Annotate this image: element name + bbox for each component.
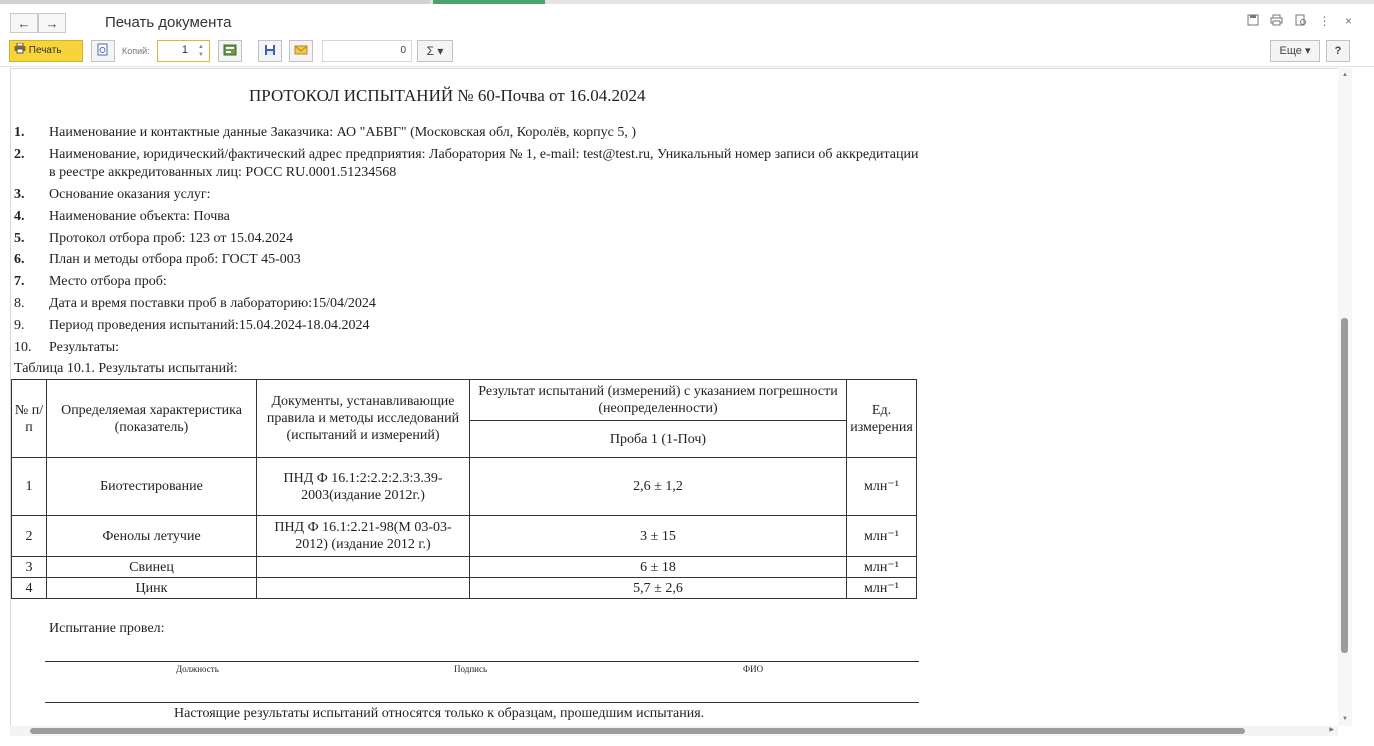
print-icon[interactable]	[1269, 14, 1284, 29]
spin-arrows-icon[interactable]: ▲ ▼	[198, 44, 204, 58]
close-icon[interactable]: ×	[1344, 14, 1352, 28]
copies-value[interactable]: 1	[181, 44, 188, 56]
print-button-label: Печать	[28, 45, 62, 56]
cell-characteristic: Цинк	[47, 578, 257, 599]
signature-label: Испытание провел:	[49, 621, 165, 636]
scroll-right-icon[interactable]: ▶	[1329, 727, 1334, 733]
cell-documents	[257, 557, 470, 578]
cell-unit: млн⁻¹	[847, 557, 917, 578]
signature-line	[45, 661, 919, 662]
arrow-left-icon: ←	[17, 16, 31, 31]
horizontal-scrollbar[interactable]	[10, 726, 1338, 736]
cell-result: 3 ± 15	[470, 516, 847, 557]
page-settings-button[interactable]	[218, 40, 242, 62]
scroll-thumb[interactable]	[30, 728, 1245, 734]
document-title: ПРОТОКОЛ ИСПЫТАНИЙ № 60-Почва от 16.04.2024	[249, 86, 646, 105]
signature-sign-caption: Подпись	[454, 664, 488, 674]
more-button[interactable]: Еще ▾	[1270, 40, 1320, 62]
magnifier-page-icon	[97, 43, 109, 56]
window-controls	[1245, 14, 1356, 29]
email-button[interactable]	[289, 40, 313, 62]
signature-name-caption: ФИО	[743, 664, 764, 674]
sum-button[interactable]: Σ ▾	[417, 40, 453, 62]
cell-num: 1	[12, 458, 47, 516]
cell-unit: млн⁻¹	[847, 516, 917, 557]
arrow-right-icon: →	[45, 16, 59, 31]
header-unit: Ед. измерения	[847, 380, 917, 458]
cell-documents: ПНД Ф 16.1:2.21-98(М 03-03-2012) (издание 2012 г.)	[257, 516, 470, 557]
cell-documents	[257, 578, 470, 599]
signature-bottom-line	[45, 702, 919, 703]
vertical-scrollbar[interactable]	[1338, 68, 1352, 726]
more-icon[interactable]: ⋮	[1318, 14, 1331, 28]
results-table	[11, 379, 917, 599]
table-row	[12, 458, 917, 516]
table-row	[12, 578, 917, 599]
printer-icon	[14, 43, 26, 54]
cell-unit: млн⁻¹	[847, 578, 917, 599]
preview-icon[interactable]	[1293, 14, 1308, 29]
help-button[interactable]: ?	[1326, 40, 1350, 62]
table-header-row	[12, 380, 917, 421]
save-button[interactable]	[258, 40, 282, 62]
table-caption: Таблица 10.1. Результаты испытаний:	[14, 361, 238, 376]
cell-result: 2,6 ± 1,2	[470, 458, 847, 516]
toolbar	[0, 36, 1374, 67]
preview-button[interactable]	[91, 40, 115, 62]
title-bar	[0, 4, 1374, 36]
cell-num: 3	[12, 557, 47, 578]
cell-result: 6 ± 18	[470, 557, 847, 578]
cell-characteristic: Свинец	[47, 557, 257, 578]
scroll-up-icon[interactable]: ▲	[1342, 72, 1348, 78]
scroll-down-icon[interactable]: ▼	[1342, 716, 1348, 722]
copies-label: Копий:	[122, 46, 150, 56]
cell-characteristic: Биотестирование	[47, 458, 257, 516]
table-row	[12, 516, 917, 557]
print-button[interactable]	[9, 40, 83, 62]
cell-documents: ПНД Ф 16.1:2:2.2:2.3:3.39-2003(издание 2012г.)	[257, 458, 470, 516]
number-field[interactable]: 0	[322, 40, 412, 62]
floppy-icon	[264, 44, 276, 56]
header-num: № п/п	[12, 380, 47, 458]
window-title: Печать документа	[105, 14, 232, 31]
header-documents: Документы, устанавливающие правила и методы исследований (испытаний и измерений)	[257, 380, 470, 458]
back-button[interactable]	[10, 13, 38, 33]
footer-note: Настоящие результаты испытаний относятся только к образцам, прошедшим испытания.	[174, 706, 705, 721]
cell-num: 4	[12, 578, 47, 599]
scroll-thumb[interactable]	[1341, 318, 1348, 653]
table-row	[12, 557, 917, 578]
forward-button[interactable]	[38, 13, 66, 33]
cell-result: 5,7 ± 2,6	[470, 578, 847, 599]
header-result: Результат испытаний (измерений) с указанием погрешности (неопределенности)	[470, 380, 847, 421]
copies-stepper[interactable]	[157, 40, 210, 62]
page-settings-icon	[223, 44, 237, 56]
header-characteristic: Определяемая характеристика (показатель)	[47, 380, 257, 458]
cell-num: 2	[12, 516, 47, 557]
cell-characteristic: Фенолы летучие	[47, 516, 257, 557]
save-icon[interactable]	[1245, 14, 1260, 29]
cell-unit: млн⁻¹	[847, 458, 917, 516]
header-sample: Проба 1 (1-Поч)	[470, 421, 847, 458]
envelope-icon	[294, 45, 308, 55]
signature-position-caption: Должность	[176, 664, 219, 674]
document-area[interactable]: ПРОТОКОЛ ИСПЫТАНИЙ № 60-Почва от 16.04.2024 1. Наименование и контактные данные Заказчика: АО "АБВГ" (Московская обл, Королёв, корпус 5, ) 2. Наименование, юридический/фактический адрес предприятия: Лаборатория № 1, e-mail: test@test.ru, Уникальный номер записи об аккредитации в реестре аккредитованных лиц: РОСС RU.0001.51234568 3. Основание оказания услуг: 4. Наименование объекта: Почва 5. Протокол отбора проб: 123 от 15.04.2024 6. План и методы отбора проб: ГОСТ 45-003 7. Место отбора проб: 8. Дата и время поставки проб в лабораторию:15/04/2024 9. Период проведения испытаний:15.04.2024-18.04.2024 10. Результаты: Таблица 10.1. Результаты испытаний: № п/п Определяемая характеристика (показатель) Документы, устанавливающие правила и методы исследований (испытаний и измерений) Результат испытаний (измерений) с указанием погрешности (неопределенности) Ед. измерения Проба 1 (1-Поч) 1 Биотестирование ПНД Ф 16.1:2:2.2:2.3:3.39-2003(издание 2012г.) 2,6 ± 1,2 млн⁻¹ 2 Фенолы летучие ПНД Ф 16.1:2.21-98(М 03-03-2012) (издание 2012 г.) 3 ± 15 млн⁻¹ 3 Свинец 6 ± 18 млн⁻¹ 4 Цинк 5,7 ± 2,6 млн⁻¹ Испытание провел: Должность Подпись ФИО Настоящие результаты испытаний относятся только к образцам, прошедшим испытания.	[10, 68, 1339, 727]
